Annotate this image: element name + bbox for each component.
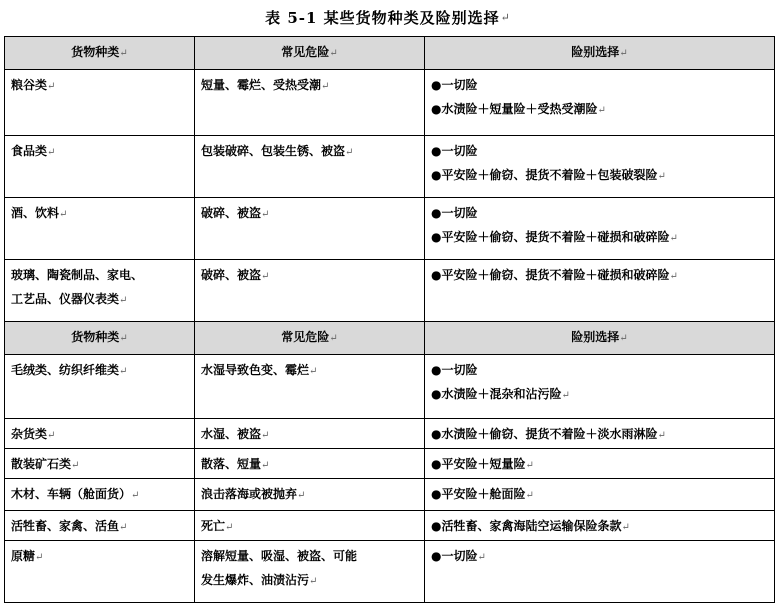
column-header-label: 险别选择: [571, 45, 620, 59]
paragraph-mark: ↵: [345, 147, 354, 158]
insurance-cell-text: ●一切险: [431, 363, 478, 377]
table-row: [5, 511, 775, 541]
goods-cell-text: 散装矿石类: [11, 457, 72, 471]
insurance-cell: [425, 541, 775, 603]
risks-cell: [195, 511, 425, 541]
paragraph-mark: ↵: [47, 147, 56, 158]
insurance-cell-line: [431, 544, 768, 570]
insurance-cell-line: [431, 201, 768, 225]
goods-cell-text: 木材、车辆（舱面货）: [11, 487, 132, 501]
column-header-label: 货物种类: [71, 45, 120, 59]
insurance-cell-text: ●一切险: [431, 206, 478, 220]
insurance-cell-text: ●活牲畜、家禽海陆空运输保险条款: [431, 519, 622, 533]
risks-cell-text: 破碎、被盗: [201, 206, 262, 220]
insurance-cell: [425, 136, 775, 198]
paragraph-mark: ↵: [47, 81, 56, 92]
paragraph-mark: ↵: [119, 522, 128, 533]
paragraph-mark: ↵: [525, 460, 534, 471]
goods-cell-text: 原糖: [11, 549, 36, 563]
paragraph-mark: ↵: [669, 271, 678, 282]
column-header: [425, 37, 775, 70]
risks-cell: [195, 419, 425, 449]
goods-cell: [5, 136, 195, 198]
table-row: [5, 70, 775, 136]
risks-cell-line: [201, 544, 418, 568]
risks-cell-text: 包装破碎、包装生锈、被盗: [201, 144, 346, 158]
insurance-cell-text: ●平安险＋偷窃、提货不着险＋包装破裂险: [431, 168, 658, 182]
goods-cell: [5, 355, 195, 419]
insurance-cell: [425, 449, 775, 479]
insurance-cell-text: ●平安险＋短量险: [431, 457, 526, 471]
risks-cell-line: [201, 452, 418, 478]
insurance-cell-text: ●平安险＋偷窃、提货不着险＋碰损和破碎险: [431, 230, 670, 244]
paragraph-mark: ↵: [119, 295, 128, 306]
table-title-text: 表 5-1 某些货物种类及险别选择: [265, 8, 500, 27]
insurance-cell-line: [431, 73, 768, 97]
insurance-cell: [425, 511, 775, 541]
risks-cell-line: [201, 568, 418, 594]
insurance-cell-text: ●一切险: [431, 144, 478, 158]
insurance-cell-line: [431, 97, 768, 123]
paragraph-mark: ↵: [619, 333, 628, 344]
risks-cell: [195, 355, 425, 419]
risks-cell: [195, 541, 425, 603]
insurance-cell-text: ●平安险＋偷窃、提货不着险＋碰损和破碎险: [431, 268, 670, 282]
goods-cell-text: 食品类: [11, 144, 48, 158]
goods-cell-line: [11, 73, 188, 99]
insurance-cell-line: [431, 452, 768, 478]
insurance-cell-text: ●水渍险＋短量险＋受热受潮险: [431, 102, 598, 116]
insurance-cell-line: [431, 163, 768, 189]
goods-cell-line: [11, 544, 188, 570]
paragraph-mark: ↵: [119, 366, 128, 377]
risks-cell-text: 发生爆炸、油渍沾污: [201, 573, 310, 587]
table-row: [5, 355, 775, 419]
goods-cell-text: 酒、饮料: [11, 206, 60, 220]
goods-cell-text: 粮谷类: [11, 78, 48, 92]
column-header: [5, 37, 195, 70]
risks-cell-line: [201, 73, 418, 99]
insurance-cell: [425, 260, 775, 322]
paragraph-mark: ↵: [321, 81, 330, 92]
paragraph-mark: ↵: [71, 460, 80, 471]
goods-cell-text: 玻璃、陶瓷制品、家电、: [11, 268, 144, 282]
risks-cell-line: [201, 263, 418, 289]
risks-cell-line: [201, 422, 418, 448]
risks-cell: [195, 70, 425, 136]
table-row: [5, 479, 775, 511]
insurance-cell-line: [431, 422, 768, 448]
paragraph-mark: ↵: [619, 48, 628, 59]
column-header: [425, 322, 775, 355]
risks-cell-line: [201, 514, 418, 540]
risks-cell: [195, 136, 425, 198]
goods-cell: [5, 541, 195, 603]
goods-cell: [5, 479, 195, 511]
column-header-label: 常见危险: [281, 45, 330, 59]
risks-cell-text: 浪击落海或被抛弃: [201, 487, 298, 501]
paragraph-mark: ↵: [657, 430, 666, 441]
column-header-label: 货物种类: [71, 330, 120, 344]
risks-cell: [195, 479, 425, 511]
column-header: [5, 322, 195, 355]
insurance-cell-line: [431, 263, 768, 289]
goods-cell: [5, 511, 195, 541]
goods-cell-line: [11, 201, 188, 227]
table-row: [5, 136, 775, 198]
table-header-row: [5, 37, 775, 70]
risks-cell-line: [201, 139, 418, 165]
table-row: [5, 419, 775, 449]
paragraph-mark: ↵: [131, 490, 140, 501]
column-header-label: 险别选择: [571, 330, 620, 344]
paragraph-mark: ↵: [47, 430, 56, 441]
paragraph-mark: ↵: [309, 576, 318, 587]
paragraph-mark: ↵: [35, 552, 44, 563]
risks-cell-line: [201, 482, 418, 508]
paragraph-mark: ↵: [525, 490, 534, 501]
insurance-cell-line: [431, 358, 768, 382]
paragraph-mark: ↵: [261, 271, 270, 282]
insurance-cell: [425, 479, 775, 511]
risks-cell: [195, 260, 425, 322]
risks-cell: [195, 198, 425, 260]
insurance-cell: [425, 70, 775, 136]
table-row: [5, 541, 775, 603]
paragraph-mark: ↵: [329, 333, 338, 344]
goods-cell: [5, 70, 195, 136]
table-row: [5, 198, 775, 260]
insurance-cell: [425, 198, 775, 260]
insurance-cell: [425, 419, 775, 449]
risks-cell-text: 短量、霉烂、受热受潮: [201, 78, 322, 92]
goods-cell-text: 活牲畜、家禽、活鱼: [11, 519, 120, 533]
goods-cell-line: [11, 358, 188, 384]
paragraph-mark: ↵: [597, 105, 606, 116]
table-row: [5, 260, 775, 322]
goods-cell: [5, 260, 195, 322]
goods-cell-text: 工艺品、仪器仪表类: [11, 292, 120, 306]
paragraph-mark: ↵: [657, 171, 666, 182]
risks-cell-text: 溶解短量、吸湿、被盗、可能: [201, 549, 358, 563]
goods-cell-line: [11, 482, 188, 508]
insurance-cell: [425, 355, 775, 419]
paragraph-mark: ↵: [225, 522, 234, 533]
insurance-cell-text: ●水渍险＋偷窃、提货不着险＋淡水雨淋险: [431, 427, 658, 441]
insurance-selection-table: [4, 36, 775, 603]
goods-cell-text: 杂货类: [11, 427, 48, 441]
insurance-cell-line: [431, 482, 768, 508]
insurance-cell-text: ●一切险: [431, 78, 478, 92]
column-header: [195, 37, 425, 70]
goods-cell-line: [11, 422, 188, 448]
risks-cell-line: [201, 358, 418, 384]
goods-cell-line: [11, 514, 188, 540]
table-row: [5, 449, 775, 479]
paragraph-mark: ↵: [297, 490, 306, 501]
insurance-cell-line: [431, 514, 768, 540]
goods-cell-line: [11, 287, 188, 313]
goods-cell-line: [11, 263, 188, 287]
goods-cell-line: [11, 452, 188, 478]
paragraph-mark: ↵: [500, 10, 511, 24]
goods-cell: [5, 449, 195, 479]
insurance-cell-text: ●水渍险＋混杂和沾污险: [431, 387, 562, 401]
paragraph-mark: ↵: [59, 209, 68, 220]
risks-cell: [195, 449, 425, 479]
goods-cell: [5, 198, 195, 260]
insurance-cell-line: [431, 382, 768, 408]
paragraph-mark: ↵: [309, 366, 318, 377]
paragraph-mark: ↵: [119, 48, 128, 59]
paragraph-mark: ↵: [329, 48, 338, 59]
paragraph-mark: ↵: [119, 333, 128, 344]
paragraph-mark: ↵: [621, 522, 630, 533]
paragraph-mark: ↵: [261, 209, 270, 220]
table-title: [0, 0, 776, 34]
insurance-cell-text: ●平安险＋舱面险: [431, 487, 526, 501]
paragraph-mark: ↵: [561, 390, 570, 401]
insurance-cell-text: ●一切险: [431, 549, 478, 563]
risks-cell-text: 死亡: [201, 519, 226, 533]
risks-cell-line: [201, 201, 418, 227]
risks-cell-text: 散落、短量: [201, 457, 262, 471]
paragraph-mark: ↵: [261, 430, 270, 441]
column-header: [195, 322, 425, 355]
column-header-label: 常见危险: [281, 330, 330, 344]
paragraph-mark: ↵: [261, 460, 270, 471]
risks-cell-text: 水湿、被盗: [201, 427, 262, 441]
goods-cell: [5, 419, 195, 449]
table-header-row: [5, 322, 775, 355]
risks-cell-text: 水湿导致色变、霉烂: [201, 363, 310, 377]
paragraph-mark: ↵: [477, 552, 486, 563]
risks-cell-text: 破碎、被盗: [201, 268, 262, 282]
insurance-cell-line: [431, 139, 768, 163]
paragraph-mark: ↵: [669, 233, 678, 244]
insurance-cell-line: [431, 225, 768, 251]
goods-cell-text: 毛绒类、纺织纤维类: [11, 363, 120, 377]
goods-cell-line: [11, 139, 188, 165]
